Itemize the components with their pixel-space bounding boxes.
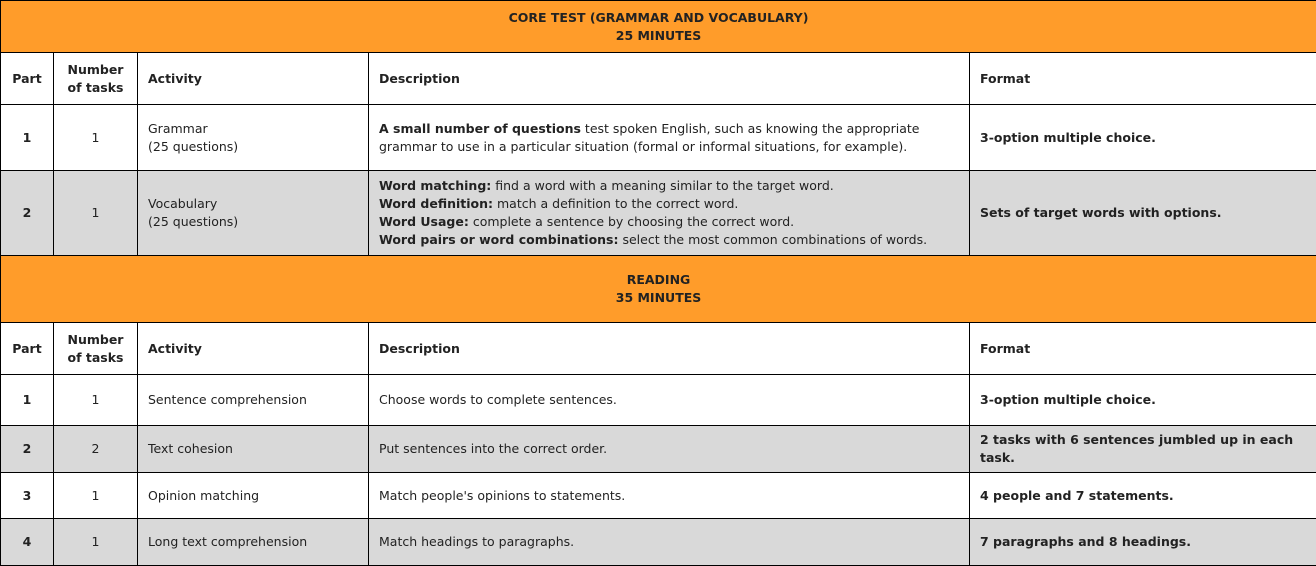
description-item-text: complete a sentence by choosing the correct word. — [469, 214, 794, 229]
description-text: test spoken English, such as knowing the appropriate grammar to use in a particular situation (formal or informal situations, for example). — [379, 121, 919, 154]
reading-section-title-cell — [1, 256, 1316, 323]
core-section-header — [1, 1, 1316, 53]
table-row — [1, 519, 1316, 566]
table-row — [1, 426, 1316, 473]
description-item-label: Word pairs or word combinations: — [379, 232, 619, 247]
format-cell: Sets of target words with options. — [970, 171, 1316, 256]
format-cell: 2 tasks with 6 sentences jumbled up in each task. — [970, 426, 1316, 473]
description-cell: Put sentences into the correct order. — [369, 426, 970, 473]
reading-section-duration: 35 MINUTES — [11, 289, 1306, 307]
description-cell: Match people's opinions to statements. — [369, 473, 970, 519]
format-cell: 3-option multiple choice. — [970, 105, 1316, 171]
header-activity: Activity — [138, 323, 369, 375]
activity-cell — [138, 171, 369, 256]
header-number-line1: Number — [58, 61, 133, 79]
description-item-label: Word definition: — [379, 196, 493, 211]
table-row — [1, 375, 1316, 426]
part-cell: 2 — [1, 171, 54, 256]
number-cell: 1 — [54, 171, 138, 256]
activity-cell: Opinion matching — [138, 473, 369, 519]
format-cell: 4 people and 7 statements. — [970, 473, 1316, 519]
header-number-line1: Number — [58, 331, 133, 349]
format-cell: 7 paragraphs and 8 headings. — [970, 519, 1316, 566]
activity-name: Grammar — [148, 120, 358, 138]
core-section-title: CORE TEST (GRAMMAR AND VOCABULARY) — [11, 9, 1306, 27]
description-item-label: Word Usage: — [379, 214, 469, 229]
header-part: Part — [1, 323, 54, 375]
description-item — [379, 213, 959, 231]
activity-cell: Text cohesion — [138, 426, 369, 473]
header-activity: Activity — [138, 53, 369, 105]
header-number-of-tasks — [54, 323, 138, 375]
reading-column-header-row — [1, 323, 1316, 375]
header-format: Format — [970, 53, 1316, 105]
description-item — [379, 231, 959, 249]
description-item — [379, 195, 959, 213]
header-description: Description — [369, 53, 970, 105]
core-section-duration: 25 MINUTES — [11, 27, 1306, 45]
description-item-text: match a definition to the correct word. — [493, 196, 738, 211]
part-cell: 1 — [1, 375, 54, 426]
number-cell: 2 — [54, 426, 138, 473]
description-bold: A small number of questions — [379, 121, 581, 136]
description-cell: Match headings to paragraphs. — [369, 519, 970, 566]
part-cell: 1 — [1, 105, 54, 171]
table-row — [1, 473, 1316, 519]
core-column-header-row — [1, 53, 1316, 105]
header-description: Description — [369, 323, 970, 375]
number-cell: 1 — [54, 473, 138, 519]
description-cell — [369, 171, 970, 256]
activity-name: Vocabulary — [148, 195, 358, 213]
description-item-text: find a word with a meaning similar to the target word. — [491, 178, 833, 193]
part-cell: 2 — [1, 426, 54, 473]
header-number-of-tasks — [54, 53, 138, 105]
part-cell: 3 — [1, 473, 54, 519]
activity-cell: Long text comprehension — [138, 519, 369, 566]
header-number-line2: of tasks — [58, 349, 133, 367]
number-cell: 1 — [54, 375, 138, 426]
description-cell — [369, 105, 970, 171]
description-item — [379, 177, 959, 195]
activity-cell: Sentence comprehension — [138, 375, 369, 426]
part-cell: 4 — [1, 519, 54, 566]
header-format: Format — [970, 323, 1316, 375]
activity-detail: (25 questions) — [148, 138, 358, 156]
reading-section-title: READING — [11, 271, 1306, 289]
header-number-line2: of tasks — [58, 79, 133, 97]
activity-detail: (25 questions) — [148, 213, 358, 231]
number-cell: 1 — [54, 105, 138, 171]
reading-section-header — [1, 256, 1316, 323]
table-row — [1, 105, 1316, 171]
number-cell: 1 — [54, 519, 138, 566]
description-item-label: Word matching: — [379, 178, 491, 193]
table-row — [1, 171, 1316, 256]
description-item-text: select the most common combinations of words. — [619, 232, 928, 247]
format-cell: 3-option multiple choice. — [970, 375, 1316, 426]
header-part: Part — [1, 53, 54, 105]
description-cell: Choose words to complete sentences. — [369, 375, 970, 426]
core-section-title-cell — [1, 1, 1316, 53]
activity-cell — [138, 105, 369, 171]
